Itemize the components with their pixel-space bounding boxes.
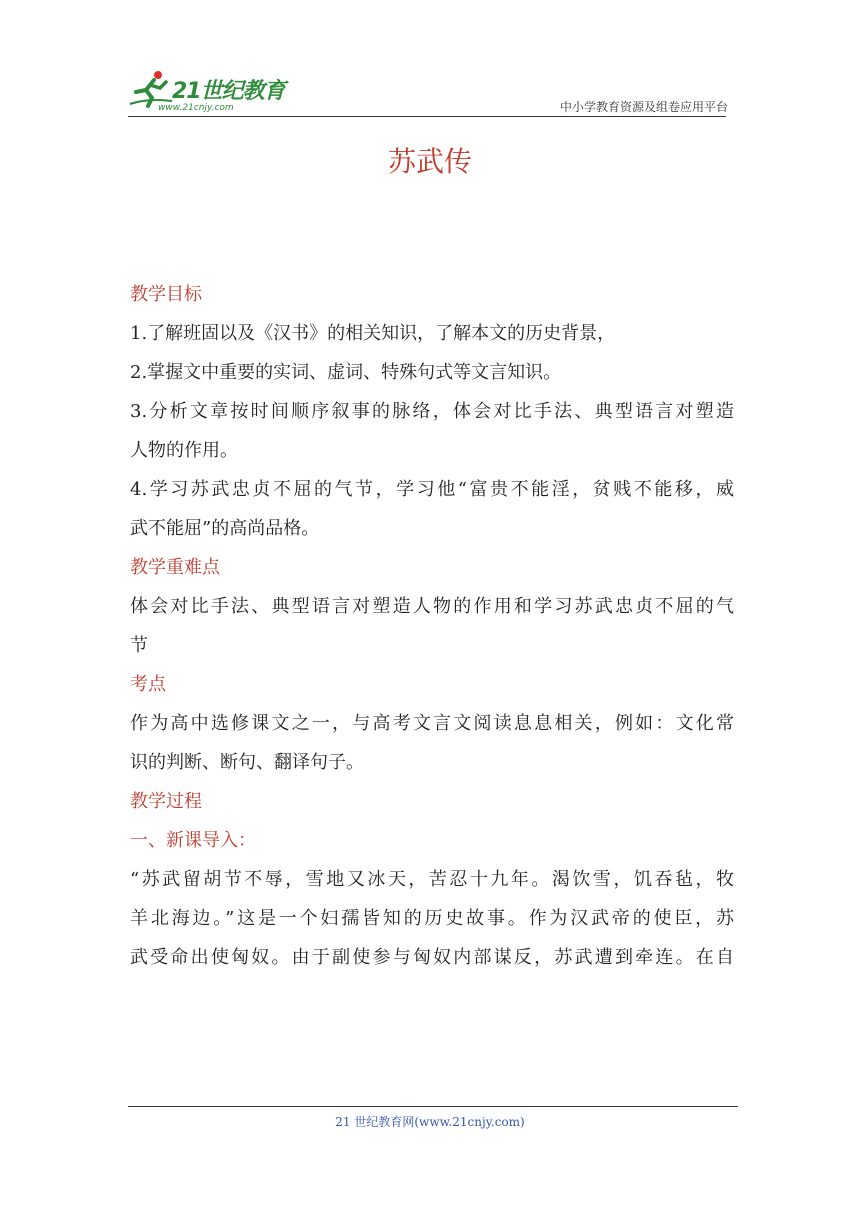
logo-text: 21世纪教育 bbox=[172, 79, 285, 104]
process-heading: 教学过程 bbox=[130, 791, 202, 812]
intro-line: “苏武留胡节不辱，雪地又冰天，苦忍十九年。渴饮雪，饥吞毡，牧 bbox=[130, 869, 734, 890]
intro-line: 武受命出使匈奴。由于副使参与匈奴内部谋反，苏武遭到牵连。在自 bbox=[130, 947, 734, 968]
intro-heading: 一、新课导入： bbox=[130, 830, 256, 851]
goal-line: 1.了解班固以及《汉书》的相关知识，了解本文的历史背景， bbox=[130, 323, 616, 344]
key-line: 节 bbox=[130, 635, 148, 656]
intro-line: 羊北海边。”这是一个妇孺皆知的历史故事。作为汉武帝的使臣，苏 bbox=[130, 908, 734, 929]
exam-line: 识的判断、断句、翻译句子。 bbox=[130, 752, 364, 773]
goal-line: 人物的作用。 bbox=[130, 440, 238, 461]
exam-line: 作为高中选修课文之一，与高考文言文阅读息息相关，例如：文化常 bbox=[130, 713, 734, 734]
site-logo bbox=[128, 62, 308, 118]
document-body bbox=[130, 275, 734, 977]
platform-name: 中小学教育资源及组卷应用平台 bbox=[559, 100, 728, 114]
runner-logo-icon bbox=[128, 68, 174, 108]
page-header bbox=[128, 62, 728, 118]
footer-divider bbox=[128, 1106, 738, 1107]
header-divider bbox=[128, 116, 726, 117]
goal-line: 3.分析文章按时间顺序叙事的脉络，体会对比手法、典型语言对塑造 bbox=[130, 401, 734, 422]
key-heading: 教学重难点 bbox=[130, 557, 220, 578]
goal-line: 4.学习苏武忠贞不屈的气节，学习他“富贵不能淫，贫贱不能移，威 bbox=[130, 479, 734, 500]
key-line: 体会对比手法、典型语言对塑造人物的作用和学习苏武忠贞不屈的气 bbox=[130, 596, 734, 617]
goal-line: 2.掌握文中重要的实词、虚词、特殊句式等文言知识。 bbox=[130, 362, 562, 383]
goal-line: 武不能屈”的高尚品格。 bbox=[130, 518, 320, 539]
page-title: 苏武传 bbox=[387, 145, 472, 178]
page-footer: 21 世纪教育网(www.21cnjy.com) bbox=[335, 1115, 525, 1129]
goals-heading: 教学目标 bbox=[130, 284, 202, 305]
logo-url: www.21cnjy.com bbox=[158, 103, 234, 113]
exam-heading: 考点 bbox=[130, 674, 166, 695]
